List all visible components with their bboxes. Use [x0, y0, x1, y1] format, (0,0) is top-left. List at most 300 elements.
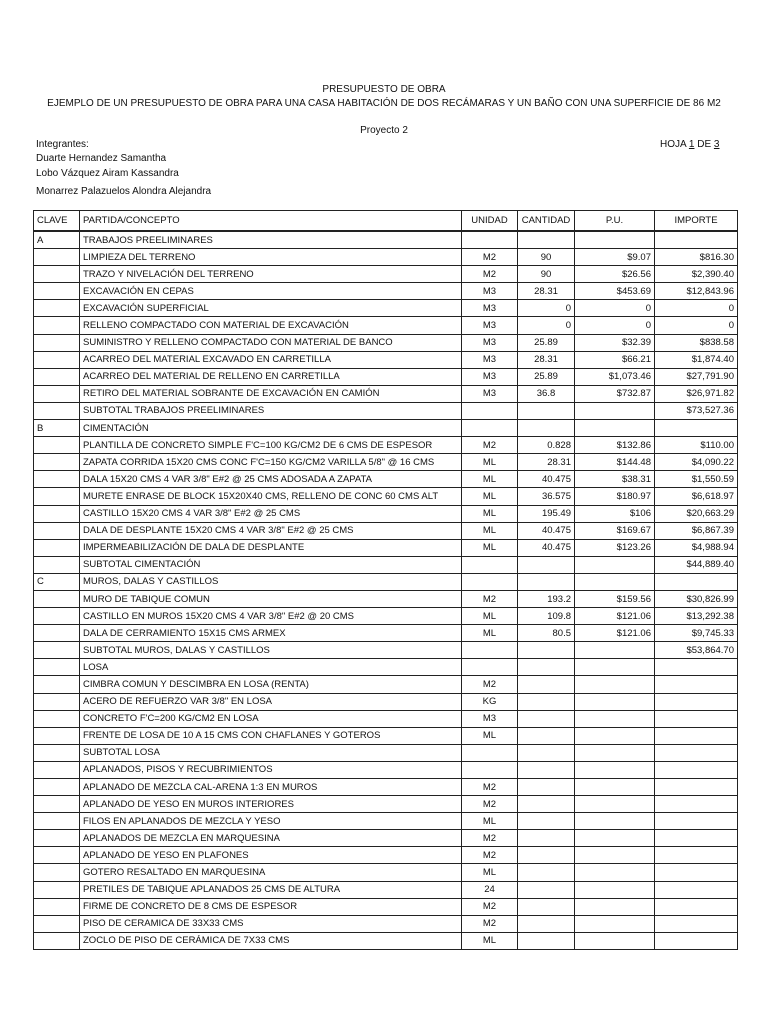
cell-cantidad	[518, 642, 575, 659]
table-row	[34, 659, 738, 676]
table-row	[34, 231, 738, 249]
cell-concepto: CASTILLO 15X20 CMS 4 VAR 3/8" E#2 @ 25 CMS	[80, 505, 462, 522]
cell-concepto: RETIRO DEL MATERIAL SOBRANTE DE EXCAVACIÓN EN CAMIÓN	[80, 385, 462, 402]
table-row	[34, 300, 738, 317]
table-row	[34, 932, 738, 949]
cell-cantidad	[518, 830, 575, 847]
cell-unidad: ML	[462, 608, 518, 625]
cell-cantidad: 0	[518, 300, 575, 317]
cell-cantidad	[518, 402, 575, 419]
table-row	[34, 556, 738, 573]
cell-precio-unitario	[575, 676, 655, 693]
cell-concepto: APLANADO DE YESO EN PLAFONES	[80, 847, 462, 864]
cell-cantidad: 25.89	[518, 334, 575, 351]
cell-cantidad	[518, 710, 575, 727]
cell-unidad: M3	[462, 385, 518, 402]
cell-unidad: M2	[462, 915, 518, 932]
table-row	[34, 625, 738, 642]
cell-cantidad: 28.31	[518, 454, 575, 471]
cell-clave	[34, 608, 80, 625]
table-row	[34, 608, 738, 625]
cell-concepto: DALA 15X20 CMS 4 VAR 3/8" E#2 @ 25 CMS ADOSADA A ZAPATA	[80, 471, 462, 488]
cell-precio-unitario	[575, 779, 655, 796]
cell-cantidad	[518, 847, 575, 864]
cell-precio-unitario	[575, 402, 655, 419]
cell-cantidad: 40.475	[518, 471, 575, 488]
cell-unidad	[462, 642, 518, 659]
cell-cantidad: 28.31	[518, 283, 575, 300]
cell-importe: $73,527.36	[655, 402, 738, 419]
cell-precio-unitario	[575, 932, 655, 949]
cell-unidad: M2	[462, 796, 518, 813]
cell-importe	[655, 915, 738, 932]
cell-clave	[34, 864, 80, 881]
cell-precio-unitario: $121.06	[575, 608, 655, 625]
column-header-importe: IMPORTE	[655, 211, 738, 232]
cell-unidad: ML	[462, 488, 518, 505]
cell-importe	[655, 881, 738, 898]
cell-precio-unitario	[575, 556, 655, 573]
cell-concepto: SUBTOTAL TRABAJOS PREELIMINARES	[80, 402, 462, 419]
table-row	[34, 796, 738, 813]
cell-clave	[34, 505, 80, 522]
table-row	[34, 573, 738, 590]
cell-concepto: LIMPIEZA DEL TERRENO	[80, 249, 462, 266]
cell-clave	[34, 454, 80, 471]
cell-clave	[34, 898, 80, 915]
cell-unidad: ML	[462, 471, 518, 488]
cell-precio-unitario: 0	[575, 300, 655, 317]
cell-precio-unitario	[575, 813, 655, 830]
cell-cantidad	[518, 915, 575, 932]
cell-clave: B	[34, 420, 80, 437]
cell-importe	[655, 231, 738, 249]
cell-unidad: ML	[462, 522, 518, 539]
table-row	[34, 385, 738, 402]
cell-clave	[34, 796, 80, 813]
cell-precio-unitario: $9.07	[575, 249, 655, 266]
table-row	[34, 813, 738, 830]
cell-clave	[34, 488, 80, 505]
cell-concepto: LOSA	[80, 659, 462, 676]
table-row	[34, 847, 738, 864]
project-name: Proyecto 2	[360, 125, 408, 136]
cell-importe	[655, 932, 738, 949]
table-row	[34, 915, 738, 932]
cell-unidad: ML	[462, 864, 518, 881]
cell-importe: $1,874.40	[655, 351, 738, 368]
cell-unidad: M3	[462, 300, 518, 317]
cell-clave: A	[34, 231, 80, 249]
cell-concepto: MUROS, DALAS Y CASTILLOS	[80, 573, 462, 590]
cell-unidad	[462, 659, 518, 676]
table-row	[34, 830, 738, 847]
cell-unidad: 24	[462, 881, 518, 898]
cell-concepto: DALA DE DESPLANTE 15X20 CMS 4 VAR 3/8" E#2 @ 25 CMS	[80, 522, 462, 539]
cell-cantidad: 90	[518, 266, 575, 283]
cell-concepto: ZAPATA CORRIDA 15X20 CMS CONC F'C=150 KG/CM2 VARILLA 5/8" @ 16 CMS	[80, 454, 462, 471]
cell-unidad: M2	[462, 898, 518, 915]
cell-concepto: SUBTOTAL CIMENTACIÓN	[80, 556, 462, 573]
table-row	[34, 334, 738, 351]
cell-importe: 0	[655, 317, 738, 334]
cell-precio-unitario: $106	[575, 505, 655, 522]
cell-unidad	[462, 556, 518, 573]
cell-concepto: TRABAJOS PREELIMINARES	[80, 231, 462, 249]
cell-unidad: M2	[462, 779, 518, 796]
cell-cantidad	[518, 659, 575, 676]
cell-concepto: EXCAVACIÓN EN CEPAS	[80, 283, 462, 300]
cell-importe: $816.30	[655, 249, 738, 266]
cell-precio-unitario: $732.87	[575, 385, 655, 402]
cell-importe	[655, 898, 738, 915]
cell-unidad: M2	[462, 266, 518, 283]
table-row	[34, 590, 738, 607]
cell-unidad: KG	[462, 693, 518, 710]
table-row	[34, 505, 738, 522]
cell-clave	[34, 334, 80, 351]
cell-cantidad	[518, 573, 575, 590]
cell-precio-unitario	[575, 727, 655, 744]
table-row	[34, 437, 738, 454]
table-row	[34, 779, 738, 796]
cell-clave	[34, 556, 80, 573]
cell-concepto: GOTERO RESALTADO EN MARQUESINA	[80, 864, 462, 881]
cell-clave	[34, 915, 80, 932]
cell-concepto: TRAZO Y NIVELACIÓN DEL TERRENO	[80, 266, 462, 283]
cell-clave	[34, 881, 80, 898]
cell-unidad: ML	[462, 539, 518, 556]
table-row	[34, 761, 738, 778]
cell-concepto: EXCAVACIÓN SUPERFICIAL	[80, 300, 462, 317]
cell-precio-unitario: $26.56	[575, 266, 655, 283]
cell-concepto: PLANTILLA DE CONCRETO SIMPLE F'C=100 KG/CM2 DE 6 CMS DE ESPESOR	[80, 437, 462, 454]
cell-clave	[34, 761, 80, 778]
table-row	[34, 420, 738, 437]
cell-clave	[34, 693, 80, 710]
document-subtitle: EJEMPLO DE UN PRESUPUESTO DE OBRA PARA UNA CASA HABITACIÓN DE DOS RECÁMARAS Y UN BAÑO CON UNA SUPERFICIE DE 86 M2	[47, 98, 721, 109]
cell-concepto: CASTILLO EN MUROS 15X20 CMS 4 VAR 3/8" E#2 @ 20 CMS	[80, 608, 462, 625]
cell-clave	[34, 539, 80, 556]
table-row	[34, 266, 738, 283]
table-row	[34, 864, 738, 881]
cell-clave	[34, 676, 80, 693]
sheet-current: 1	[688, 139, 695, 150]
table-row	[34, 881, 738, 898]
cell-cantidad	[518, 556, 575, 573]
cell-importe	[655, 864, 738, 881]
cell-precio-unitario	[575, 744, 655, 761]
cell-precio-unitario: $123.26	[575, 539, 655, 556]
cell-importe: $13,292.38	[655, 608, 738, 625]
column-header-precio-unitario: P.U.	[575, 211, 655, 232]
cell-precio-unitario: $159.56	[575, 590, 655, 607]
cell-precio-unitario	[575, 659, 655, 676]
table-row	[34, 642, 738, 659]
table-row	[34, 317, 738, 334]
cell-cantidad: 0	[518, 317, 575, 334]
cell-cantidad	[518, 420, 575, 437]
cell-cantidad: 109.8	[518, 608, 575, 625]
cell-cantidad	[518, 761, 575, 778]
cell-importe	[655, 420, 738, 437]
cell-concepto: PISO DE CERAMICA DE 33X33 CMS	[80, 915, 462, 932]
cell-unidad: M3	[462, 317, 518, 334]
cell-unidad: ML	[462, 454, 518, 471]
cell-clave	[34, 659, 80, 676]
cell-unidad: M2	[462, 847, 518, 864]
cell-cantidad: 0.828	[518, 437, 575, 454]
table-row	[34, 522, 738, 539]
cell-clave	[34, 522, 80, 539]
cell-clave	[34, 744, 80, 761]
sheet-number	[660, 139, 719, 150]
cell-importe	[655, 813, 738, 830]
cell-importe: $9,745.33	[655, 625, 738, 642]
cell-precio-unitario	[575, 761, 655, 778]
column-header-cantidad: CANTIDAD	[518, 211, 575, 232]
cell-importe: $4,090.22	[655, 454, 738, 471]
cell-cantidad	[518, 744, 575, 761]
cell-importe	[655, 710, 738, 727]
cell-clave	[34, 590, 80, 607]
cell-cantidad: 25.89	[518, 368, 575, 385]
cell-unidad: M3	[462, 334, 518, 351]
cell-unidad: M3	[462, 710, 518, 727]
cell-clave	[34, 351, 80, 368]
cell-concepto: FIRME DE CONCRETO DE 8 CMS DE ESPESOR	[80, 898, 462, 915]
column-header-clave: CLAVE	[34, 211, 80, 232]
cell-precio-unitario	[575, 710, 655, 727]
cell-unidad	[462, 231, 518, 249]
cell-concepto: CIMENTACIÓN	[80, 420, 462, 437]
cell-concepto: IMPERMEABILIZACIÓN DE DALA DE DESPLANTE	[80, 539, 462, 556]
cell-unidad: M2	[462, 830, 518, 847]
cell-clave	[34, 779, 80, 796]
cell-concepto: MURETE ENRASE DE BLOCK 15X20X40 CMS, RELLENO DE CONC 60 CMS ALT	[80, 488, 462, 505]
cell-unidad	[462, 744, 518, 761]
cell-concepto: SUMINISTRO Y RELLENO COMPACTADO CON MATERIAL DE BANCO	[80, 334, 462, 351]
cell-importe: $6,618.97	[655, 488, 738, 505]
column-header-unidad: UNIDAD	[462, 211, 518, 232]
cell-precio-unitario	[575, 796, 655, 813]
cell-clave	[34, 710, 80, 727]
member-name: Duarte Hernandez Samantha	[36, 153, 167, 164]
cell-cantidad: 195.49	[518, 505, 575, 522]
budget-table	[33, 210, 738, 950]
table-row	[34, 676, 738, 693]
cell-cantidad	[518, 779, 575, 796]
cell-concepto: FILOS EN APLANADOS DE MEZCLA Y YESO	[80, 813, 462, 830]
cell-cantidad	[518, 727, 575, 744]
cell-importe	[655, 761, 738, 778]
cell-clave	[34, 471, 80, 488]
cell-importe: $53,864.70	[655, 642, 738, 659]
cell-cantidad	[518, 796, 575, 813]
cell-precio-unitario: $38.31	[575, 471, 655, 488]
cell-concepto: RELLENO COMPACTADO CON MATERIAL DE EXCAVACIÓN	[80, 317, 462, 334]
cell-cantidad: 80.5	[518, 625, 575, 642]
cell-unidad: ML	[462, 505, 518, 522]
cell-precio-unitario	[575, 231, 655, 249]
cell-concepto: PRETILES DE TABIQUE APLANADOS 25 CMS DE ALTURA	[80, 881, 462, 898]
table-row	[34, 368, 738, 385]
cell-importe: $26,971.82	[655, 385, 738, 402]
cell-unidad	[462, 573, 518, 590]
cell-importe: $838.58	[655, 334, 738, 351]
cell-precio-unitario: $132.86	[575, 437, 655, 454]
cell-concepto: CIMBRA COMUN Y DESCIMBRA EN LOSA (RENTA)	[80, 676, 462, 693]
cell-unidad: M2	[462, 590, 518, 607]
cell-importe	[655, 779, 738, 796]
table-row	[34, 744, 738, 761]
cell-unidad: M2	[462, 249, 518, 266]
table-row	[34, 539, 738, 556]
cell-importe	[655, 676, 738, 693]
cell-cantidad: 36.575	[518, 488, 575, 505]
table-row	[34, 351, 738, 368]
cell-cantidad: 40.475	[518, 522, 575, 539]
cell-unidad	[462, 420, 518, 437]
cell-importe: $30,826.99	[655, 590, 738, 607]
cell-precio-unitario: $180.97	[575, 488, 655, 505]
table-row	[34, 283, 738, 300]
column-header-concepto: PARTIDA/CONCEPTO	[80, 211, 462, 232]
cell-clave	[34, 266, 80, 283]
table-row	[34, 454, 738, 471]
cell-clave	[34, 932, 80, 949]
cell-cantidad	[518, 693, 575, 710]
cell-importe: $110.00	[655, 437, 738, 454]
cell-precio-unitario: $1,073.46	[575, 368, 655, 385]
cell-clave	[34, 249, 80, 266]
cell-importe	[655, 830, 738, 847]
cell-importe: $12,843.96	[655, 283, 738, 300]
table-row	[34, 693, 738, 710]
document-title: PRESUPUESTO DE OBRA	[322, 84, 446, 95]
cell-precio-unitario: $32.39	[575, 334, 655, 351]
cell-clave	[34, 813, 80, 830]
cell-clave	[34, 385, 80, 402]
cell-precio-unitario	[575, 642, 655, 659]
cell-concepto: ZOCLO DE PISO DE CERÁMICA DE 7X33 CMS	[80, 932, 462, 949]
cell-importe: $1,550.59	[655, 471, 738, 488]
table-row	[34, 249, 738, 266]
cell-cantidad: 36.8	[518, 385, 575, 402]
cell-cantidad	[518, 813, 575, 830]
cell-precio-unitario: $453.69	[575, 283, 655, 300]
sheet-total: 3	[713, 139, 720, 150]
cell-clave	[34, 830, 80, 847]
table-row	[34, 727, 738, 744]
cell-importe: $20,663.29	[655, 505, 738, 522]
cell-concepto: SUBTOTAL MUROS, DALAS Y CASTILLOS	[80, 642, 462, 659]
member-name: Lobo Vázquez Airam Kassandra	[36, 168, 179, 179]
cell-concepto: APLANADO DE MEZCLA CAL-ARENA 1:3 EN MUROS	[80, 779, 462, 796]
cell-importe	[655, 693, 738, 710]
cell-precio-unitario	[575, 847, 655, 864]
cell-precio-unitario	[575, 881, 655, 898]
cell-importe: $4,988.94	[655, 539, 738, 556]
cell-importe	[655, 727, 738, 744]
cell-concepto: MURO DE TABIQUE COMUN	[80, 590, 462, 607]
cell-unidad: ML	[462, 932, 518, 949]
cell-unidad: M3	[462, 351, 518, 368]
cell-unidad: ML	[462, 727, 518, 744]
cell-clave	[34, 847, 80, 864]
cell-cantidad: 28.31	[518, 351, 575, 368]
cell-cantidad: 193.2	[518, 590, 575, 607]
cell-precio-unitario: 0	[575, 317, 655, 334]
cell-concepto: ACERO DE REFUERZO VAR 3/8" EN LOSA	[80, 693, 462, 710]
cell-importe	[655, 847, 738, 864]
cell-unidad: M2	[462, 676, 518, 693]
member-name: Monarrez Palazuelos Alondra Alejandra	[36, 186, 212, 197]
cell-concepto: DALA DE CERRAMIENTO 15X15 CMS ARMEX	[80, 625, 462, 642]
cell-importe	[655, 796, 738, 813]
cell-clave	[34, 402, 80, 419]
cell-clave: C	[34, 573, 80, 590]
table-row	[34, 471, 738, 488]
cell-importe: $6,867.39	[655, 522, 738, 539]
table-header-row	[34, 211, 738, 232]
cell-unidad: ML	[462, 625, 518, 642]
cell-concepto: ACARREO DEL MATERIAL EXCAVADO EN CARRETILLA	[80, 351, 462, 368]
cell-clave	[34, 283, 80, 300]
members-label: Integrantes:	[36, 139, 89, 150]
cell-clave	[34, 727, 80, 744]
cell-precio-unitario: $144.48	[575, 454, 655, 471]
cell-clave	[34, 625, 80, 642]
table-row	[34, 898, 738, 915]
table-row	[34, 402, 738, 419]
cell-clave	[34, 437, 80, 454]
cell-importe	[655, 573, 738, 590]
table-body	[34, 231, 738, 949]
cell-clave	[34, 300, 80, 317]
cell-cantidad	[518, 932, 575, 949]
cell-cantidad: 40.475	[518, 539, 575, 556]
cell-clave	[34, 368, 80, 385]
table-row	[34, 710, 738, 727]
cell-unidad: ML	[462, 813, 518, 830]
cell-precio-unitario	[575, 898, 655, 915]
cell-clave	[34, 642, 80, 659]
cell-concepto: APLANADO DE YESO EN MUROS INTERIORES	[80, 796, 462, 813]
cell-concepto: APLANADOS, PISOS Y RECUBRIMIENTOS	[80, 761, 462, 778]
cell-unidad	[462, 402, 518, 419]
table-row	[34, 488, 738, 505]
cell-precio-unitario	[575, 864, 655, 881]
cell-importe	[655, 744, 738, 761]
cell-cantidad	[518, 881, 575, 898]
sheet-middle: DE	[694, 139, 714, 150]
cell-concepto: CONCRETO F'C=200 KG/CM2 EN LOSA	[80, 710, 462, 727]
cell-unidad: M3	[462, 283, 518, 300]
cell-precio-unitario: $121.06	[575, 625, 655, 642]
cell-importe: 0	[655, 300, 738, 317]
cell-importe	[655, 659, 738, 676]
cell-precio-unitario	[575, 573, 655, 590]
cell-importe: $2,390.40	[655, 266, 738, 283]
cell-precio-unitario: $169.67	[575, 522, 655, 539]
cell-cantidad	[518, 898, 575, 915]
cell-unidad: M3	[462, 368, 518, 385]
sheet-prefix: HOJA	[660, 139, 689, 150]
cell-precio-unitario	[575, 693, 655, 710]
cell-importe: $27,791.90	[655, 368, 738, 385]
cell-precio-unitario: $66.21	[575, 351, 655, 368]
